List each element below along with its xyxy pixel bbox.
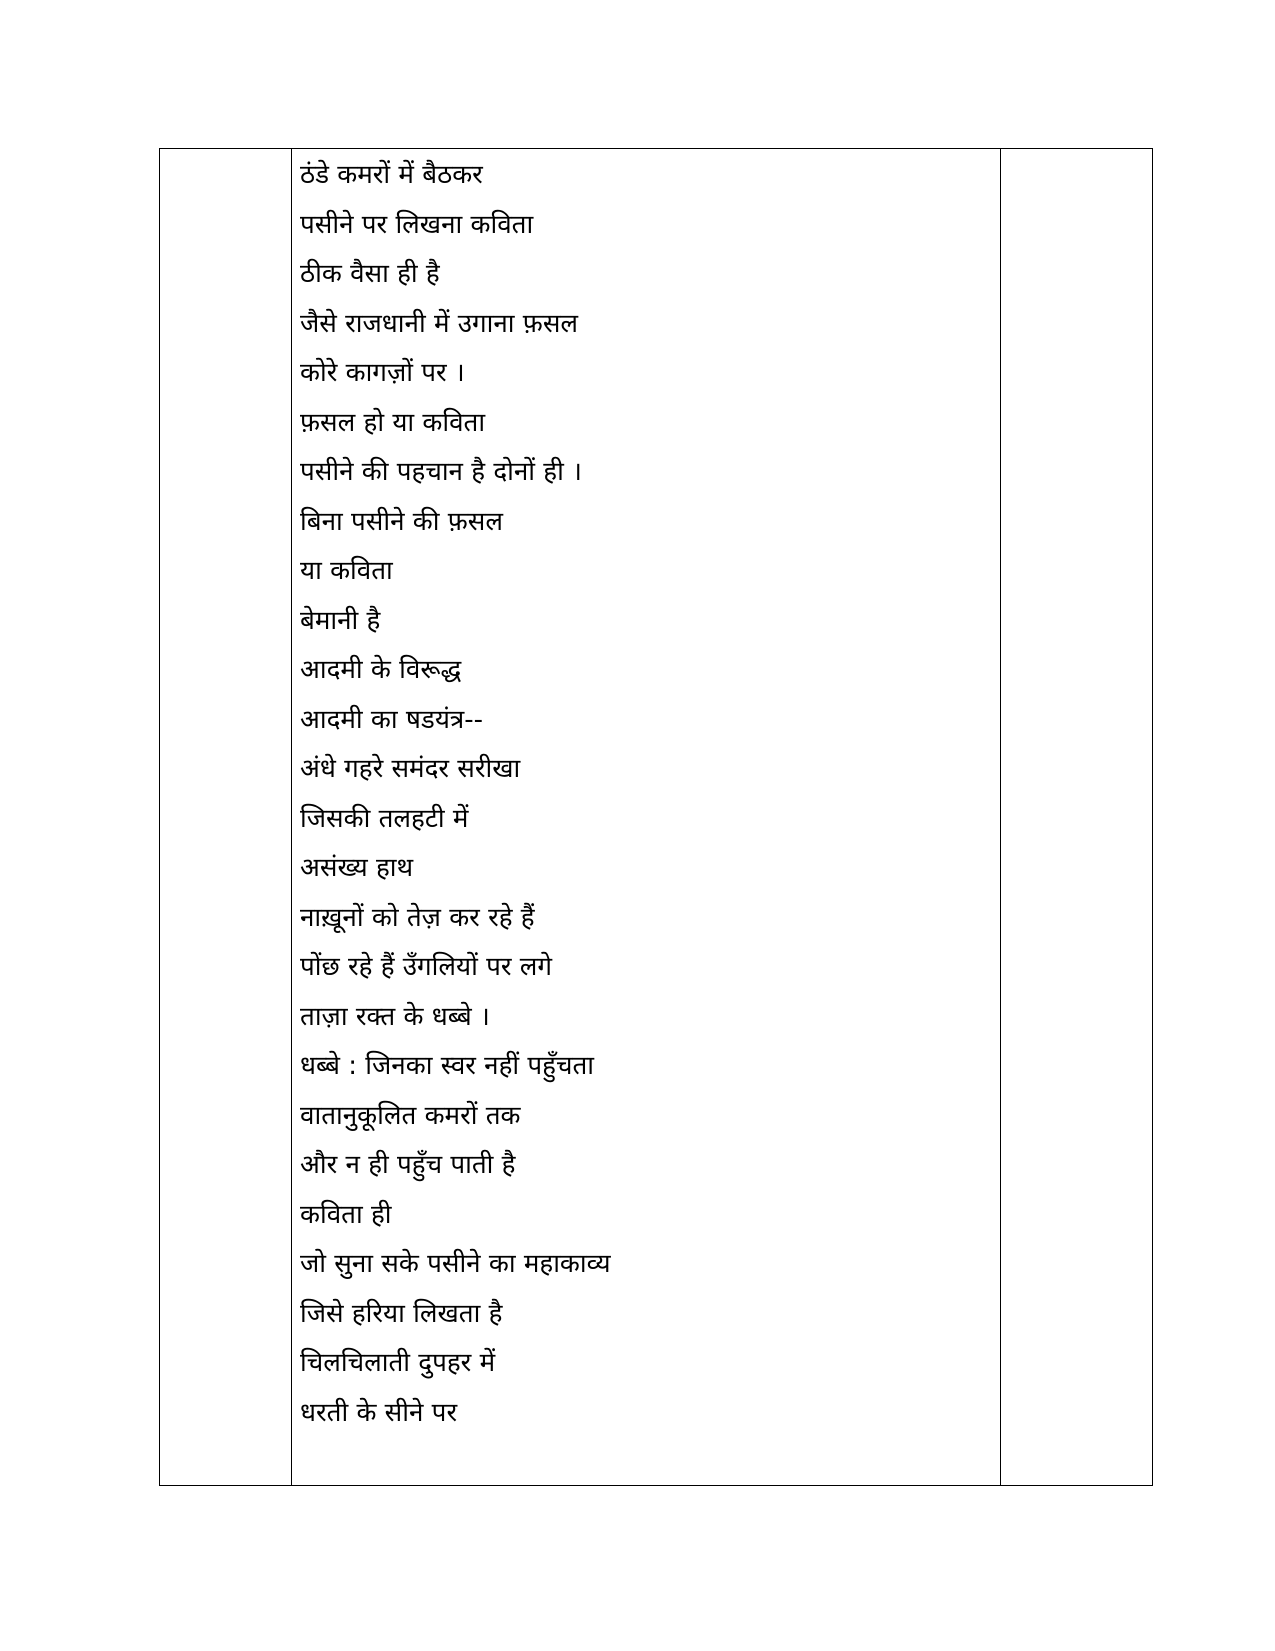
poem-line: अंधे गहरे समंदर सरीखा [300,754,521,784]
poem-line: फ़सल हो या कविता [300,407,486,438]
poem-line: जिसे हरिया लिखता है [300,1298,503,1329]
poem-line: आदमी के विरूद्ध [300,655,462,685]
poem-line: वातानुकूलित कमरों तक [300,1100,521,1131]
poem-line: या कविता [300,556,393,586]
poem-line: पोंछ रहे हैं उँगलियों पर लगे [300,952,553,982]
poem-line: जिसकी तलहटी में [300,803,469,834]
poem-line: आदमी का षडयंत्र-- [300,704,484,735]
right-empty-cell [1001,149,1153,1486]
left-empty-cell [160,149,292,1486]
poem-line: धरती के सीने पर [300,1397,458,1428]
poem-line: ठीक वैसा ही है [300,259,440,289]
poem-line: बिना पसीने की फ़सल [300,506,503,537]
poem-line: पसीने पर लिखना कविता [300,209,534,240]
poem-line: असंख्य हाथ [300,853,414,883]
poem-line: ताज़ा रक्त के धब्बे । [300,1001,490,1032]
poem-line: धब्बे : जिनका स्वर नहीं पहुँचता [300,1051,595,1081]
poem-line: और न ही पहुँच पाती है [300,1150,516,1180]
poem-line: ठंडे कमरों में बैठकर [300,160,483,190]
poem-line: चिलचिलाती दुपहर में [300,1348,496,1378]
poem-cell [292,149,1001,1486]
poem-line: कविता ही [300,1199,392,1230]
poem-line: पसीने की पहचान है दोनों ही । [300,457,582,487]
poem-line: कोरे कागज़ों पर । [300,358,465,388]
poem-table [159,148,1153,1486]
poem-line: नाख़ूनों को तेज़ कर रहे हैं [300,902,535,933]
poem-line: जो सुना सके पसीने का महाकाव्य [300,1249,611,1279]
poem-text [292,149,1000,1444]
table-row [160,149,1153,1486]
poem-line: बेमानी है [300,605,381,636]
poem-line: जैसे राजधानी में उगाना फ़सल [300,308,579,339]
